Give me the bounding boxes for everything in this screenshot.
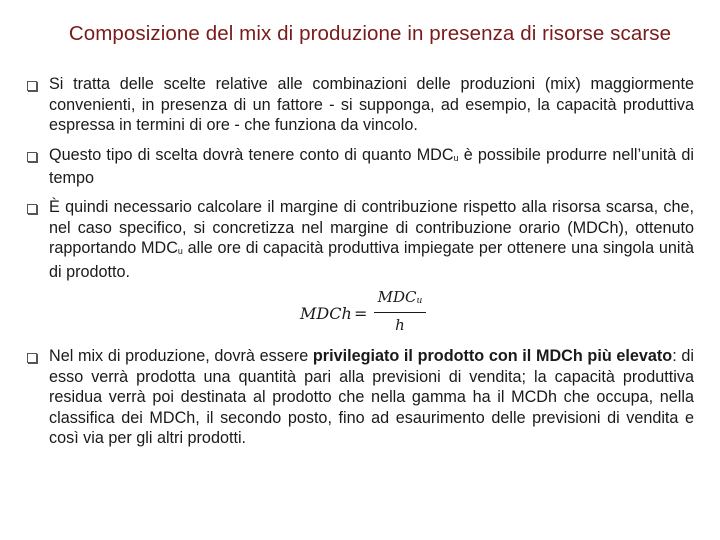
square-bullet-icon	[27, 204, 37, 214]
fraction-bar	[374, 312, 426, 313]
formula-denominator: h	[395, 316, 405, 335]
formula-lhs: MDCh	[300, 304, 352, 324]
bullet-item-3	[24, 197, 694, 282]
slide-title: Composizione del mix di produzione in presenza di risorse scarse	[68, 22, 672, 45]
subscript-u: u	[177, 246, 183, 257]
bullet-text-cont: alle ore di capacità produttiva impiegate per ottenere una singola unità di prodotto.	[49, 239, 694, 281]
mdch-formula	[24, 288, 694, 342]
bullet-item-4	[24, 346, 694, 449]
bullet-list	[24, 74, 694, 449]
formula-equals: =	[354, 304, 368, 324]
bullet-text: Questo tipo di scelta dovrà tenere conto di quanto MDC	[49, 145, 454, 164]
subscript-u: u	[453, 152, 459, 163]
formula-numerator	[374, 288, 426, 310]
formula-fraction	[374, 288, 426, 334]
bullet-item-1	[24, 74, 694, 136]
numerator-text: MDC	[377, 288, 417, 307]
bullet-bold-text: privilegiato il prodotto con il MDCh più elevato	[312, 347, 673, 366]
bullet-item-2	[24, 145, 694, 189]
square-bullet-icon	[27, 81, 37, 91]
bullet-text: È quindi necessario calcolare il margine di contribuzione rispetto alla risorsa scarsa, che, nel caso specifico, si concretizza nel margine di contribuzione orario (MDCh), ottenuto rapportando MDC	[49, 198, 694, 258]
bullet-text-cont: : di esso verrà prodotta una quantità pari alla previsioni di vendita; la capacità produttiva residua verrà poi destinata al prodotto che nella gamma ha il MCDh che occupa, nella classifica dei MDCh, il secondo posto, fino ad esaurimento delle previsioni di vendita e così via per gli altri prodotti.	[49, 347, 694, 448]
square-bullet-icon	[27, 353, 37, 363]
bullet-text-cont: è possibile produrre nell’unità di tempo	[49, 145, 694, 187]
bullet-text: Nel mix di produzione, dovrà essere	[49, 347, 313, 366]
bullet-text: Si tratta delle scelte relative alle combinazioni delle produzioni (mix) maggiormente convenienti, in presenza di un fattore - si supponga, ad esempio, la capacità produttiva espressa in termini di ore - che funziona da vincolo.	[49, 75, 694, 134]
square-bullet-icon	[27, 152, 37, 162]
numerator-subscript: u	[416, 296, 423, 307]
